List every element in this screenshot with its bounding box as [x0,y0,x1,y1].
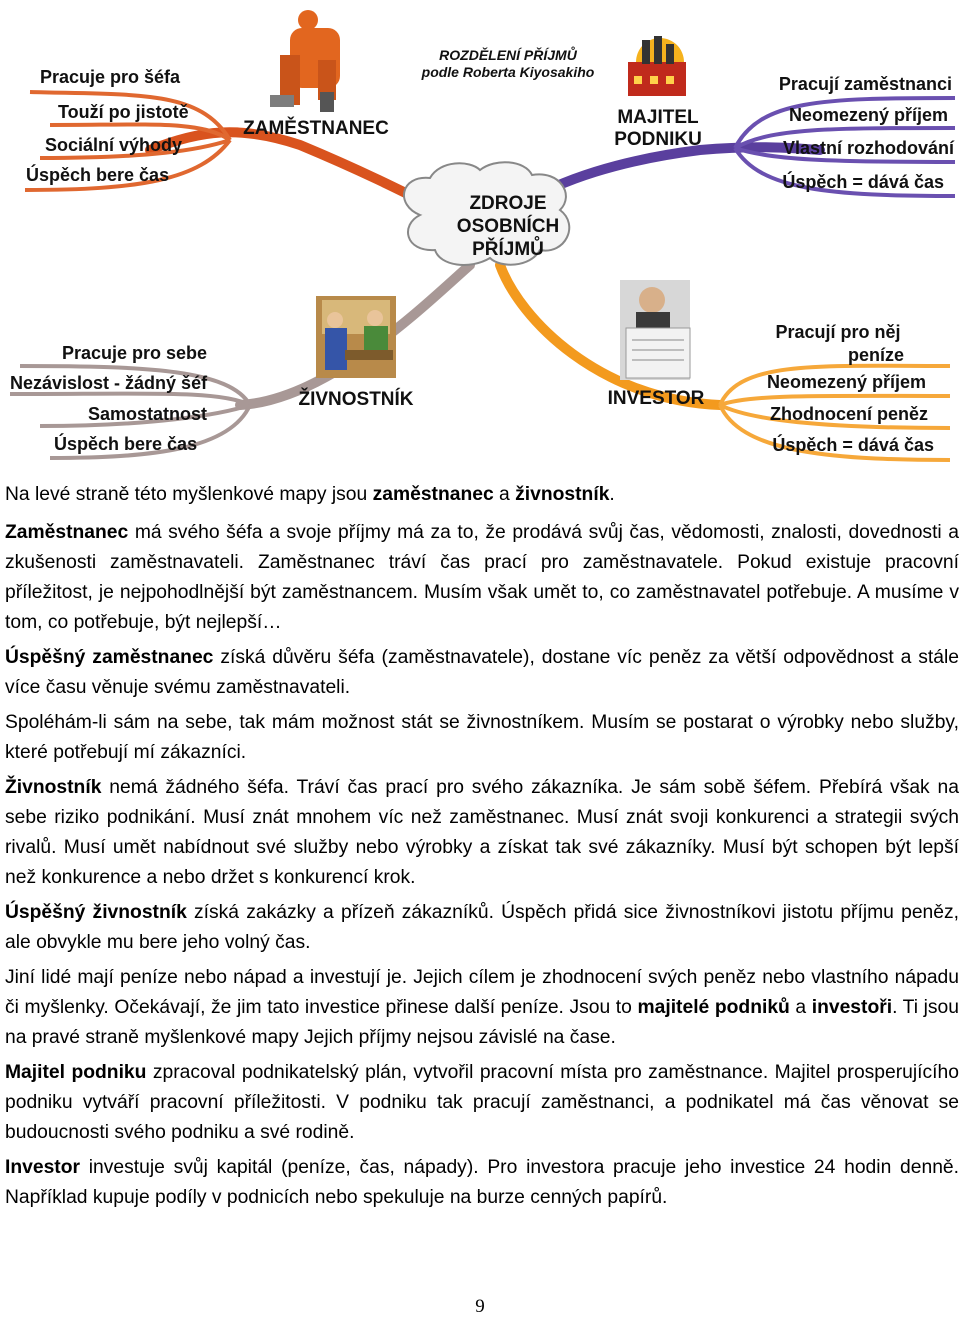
mindmap-title-line1: ROZDĚLENÍ PŘÍJMŮ [439,47,577,63]
self-employed-item-4: Úspěch bere čas [54,434,198,454]
investor-item-2: Neomezený příjem [766,372,926,392]
branch-employee [150,132,440,210]
mind-map [0,0,960,470]
investor-label: INVESTOR [607,388,705,409]
body-text [5,480,959,1218]
owner-item-1: Pracují zaměstnanci [778,74,952,94]
center-label-line2: OSOBNÍCH [456,216,560,237]
page-number: 9 [475,1296,485,1317]
worker-illustration [270,10,340,112]
owner-label-line1: MAJITEL [617,107,699,128]
paragraph-self-reliance: Spoléhám-li sám na sebe, tak mám možnost stát se živnostníkem. Musím se postarat o výrobky nebo služby, které potřebují mí zákazníci. [5,712,959,763]
self-employed-item-2: Nezávislost - žádný šéf [10,373,208,393]
investor-item-4: Úspěch = dává čas [772,435,934,455]
paragraph-employee: Zaměstnanec má svého šéfa a svoje příjmy má za to, že prodává svůj čas, vědomosti, znalosti, dovednosti a zkušenosti zaměstnavateli. Zaměstnanec tráví čas prací pro zaměstnavatele. Pokud existuje pracovní příležitost, je nejpohodlnější být zaměstnancem. Musím však umět to, co zaměstnavatel potřebuje. A musíme v tom, co potřebuje, být nejlepší… [5,522,959,633]
employee-item-2: Touží po jistotě [58,102,189,122]
investor-item-1a: Pracují pro něj [775,322,901,342]
center-label-line1: ZDROJE [469,193,547,214]
shop-illustration [316,296,396,378]
owner-label-line2: PODNIKU [614,129,702,150]
paragraph-successful-self-employed: Úspěšný živnostník získá zakázky a přízeň zákazníků. Úspěch přidá sice živnostníkovi jistotu příjmu peněz, ale obvykle mu bere jeho volný čas. [5,902,959,953]
self-employed-label: ŽIVNOSTNÍK [298,389,414,410]
owner-item-4: Úspěch = dává čas [782,172,944,192]
investor-illustration [620,280,690,380]
self-employed-item-3: Samostatnost [88,404,208,424]
center-cloud [404,162,569,265]
owner-item-2: Neomezený příjem [788,105,948,125]
factory-illustration [628,36,686,96]
center-label-line3: PŘÍJMŮ [472,239,544,260]
mindmap-title-line2: podle Roberta Kiyosakiho [421,64,595,80]
owner-item-3: Vlastní rozhodování [782,138,954,158]
paragraph-others: Jiní lidé mají peníze nebo nápad a investují je. Jejich cílem je zhodnocení svých peněz nebo vlastního nápadu či myšlenky. Očekávají, že jim tato investice přinese další peníze. Jsou to majitelé podniků a investoři. Ti jsou na pravé straně myšlenkové mapy Jejich příjmy nejsou závislé na čase. [5,967,959,1048]
employee-item-1: Pracuje pro šéfa [40,67,181,87]
employee-item-3: Sociální výhody [45,135,183,155]
investor-item-1b: peníze [847,345,905,365]
employee-label: ZAMĚSTNANEC [243,118,389,139]
paragraph-owner: Majitel podniku zpracoval podnikatelský plán, vytvořil pracovní místa pro zaměstnance. Majitel prosperujícího podniku vytváří pracovní příležitosti. V podniku tak pracují zaměstnanci, a podnikatel má čas věnovat se budoucnosti svého podniku a své rodině. [5,1062,959,1143]
paragraph-successful-employee: Úspěšný zaměstnanec získá důvěru šéfa (zaměstnavatele), dostane víc peněz za větší odpovědnost a stále více času věnuje svému zaměstnavateli. [5,647,960,698]
investor-item-3: Zhodnocení peněz [769,404,928,424]
paragraph-intro: Na levé straně této myšlenkové mapy jsou zaměstnanec a živnostník. [5,484,615,505]
paragraph-self-employed: Živnostník nemá žádného šéfa. Tráví čas prací pro svého zákazníka. Je sám sobě šéfem. Přebírá však na sebe riziko podnikání. Musí znát mnohem víc než zaměstnanec. Musí znát svoji konkurenci a strategii svých rivalů. Musí umět nabídnout své služby nebo výrobky a získat tak své zákazníky. Musí být schopen být lepší než konkurence a nebo držet s konkurencí krok. [5,777,959,888]
self-employed-item-1: Pracuje pro sebe [62,343,208,363]
paragraph-investor: Investor investuje svůj kapitál (peníze, čas, nápady). Pro investora pracuje jeho investice 24 hodin denně. Například kupuje podíly v podnicích nebo spekuluje na burze cenných papírů. [5,1157,959,1208]
employee-item-4: Úspěch bere čas [26,165,170,185]
